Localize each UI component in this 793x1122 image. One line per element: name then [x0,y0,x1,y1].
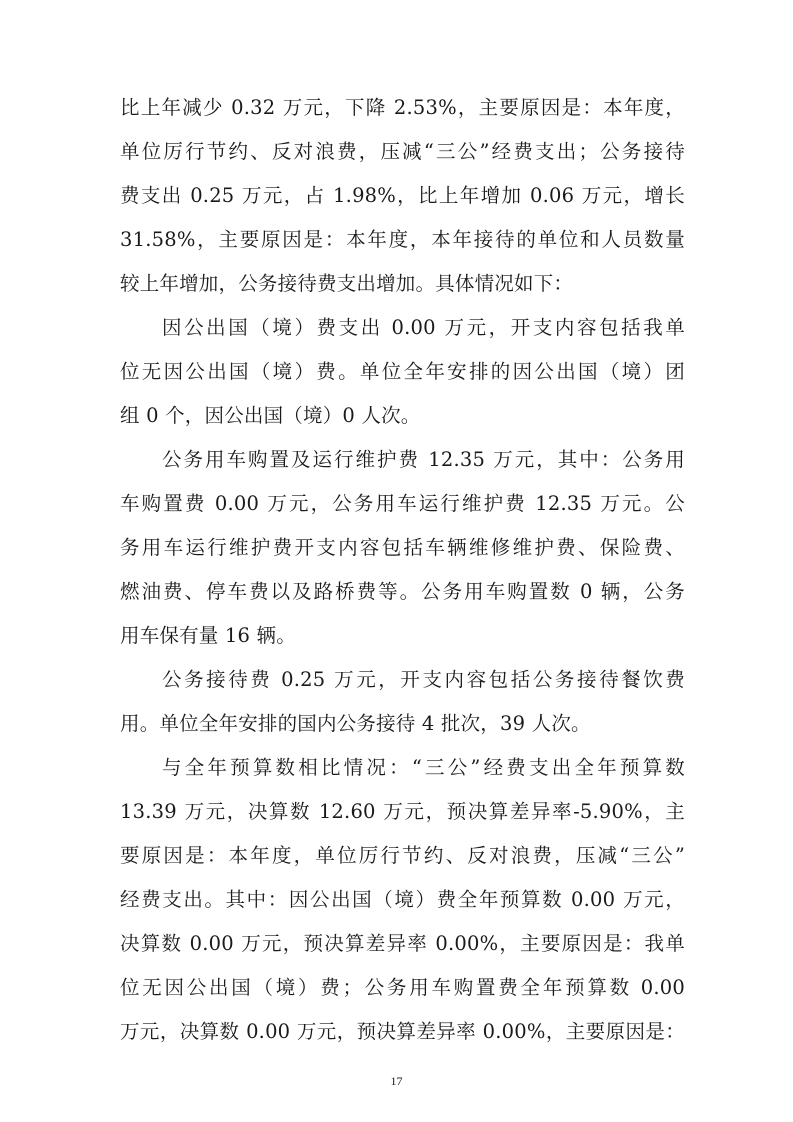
paragraph-line: 比上年减少 0.32 万元，下降 2.53%，主要原因是：本年度， [120,96,685,119]
paragraph-line: 因公出国（境）费支出 0.00 万元，开支内容包括我单 [162,316,685,339]
paragraph-line: 公务接待费 0.25 万元，开支内容包括公务接待餐饮费 [162,668,685,691]
paragraph-line: 燃油费、停车费以及路桥费等。公务用车购置数 0 辆，公务 [120,580,685,603]
paragraph-line: 单位厉行节约、反对浪费，压减“三公”经费支出；公务接待 [120,140,685,163]
paragraph-line: 31.58%，主要原因是：本年度，本年接待的单位和人员数量 [120,228,685,251]
paragraph-line: 万元，决算数 0.00 万元，预决算差异率 0.00%，主要原因是： [120,1020,685,1043]
page-number: 17 [390,1074,403,1088]
paragraph-line: 与全年预算数相比情况：“三公”经费支出全年预算数 [162,756,685,779]
paragraph-line: 组 0 个，因公出国（境）0 人次。 [120,404,421,427]
paragraph-line: 车购置费 0.00 万元，公务用车运行维护费 12.35 万元。公 [120,492,685,515]
paragraph-line: 决算数 0.00 万元，预决算差异率 0.00%，主要原因是：我单 [120,932,685,955]
paragraph-line: 位无因公出国（境）费；公务用车购置费全年预算数 0.00 [120,976,685,999]
paragraph-line: 13.39 万元，决算数 12.60 万元，预决算差异率-5.90%，主 [120,800,685,823]
paragraph-line: 经费支出。其中：因公出国（境）费全年预算数 0.00 万元， [120,888,685,911]
paragraph-line: 用。单位全年安排的国内公务接待 4 批次，39 人次。 [120,712,591,735]
paragraph-line: 务用车运行维护费开支内容包括车辆维修维护费、保险费、 [120,536,685,559]
paragraph-line: 公务用车购置及运行维护费 12.35 万元，其中：公务用 [162,448,685,471]
paragraph-line: 费支出 0.25 万元，占 1.98%，比上年增加 0.06 万元，增长 [120,184,685,207]
paragraph-line: 要原因是：本年度，单位厉行节约、反对浪费，压减“三公” [120,844,685,867]
paragraph-line: 位无因公出国（境）费。单位全年安排的因公出国（境）团 [120,360,685,383]
paragraph-line: 用车保有量 16 辆。 [120,624,296,647]
paragraph-line: 较上年增加，公务接待费支出增加。具体情况如下： [120,272,574,295]
